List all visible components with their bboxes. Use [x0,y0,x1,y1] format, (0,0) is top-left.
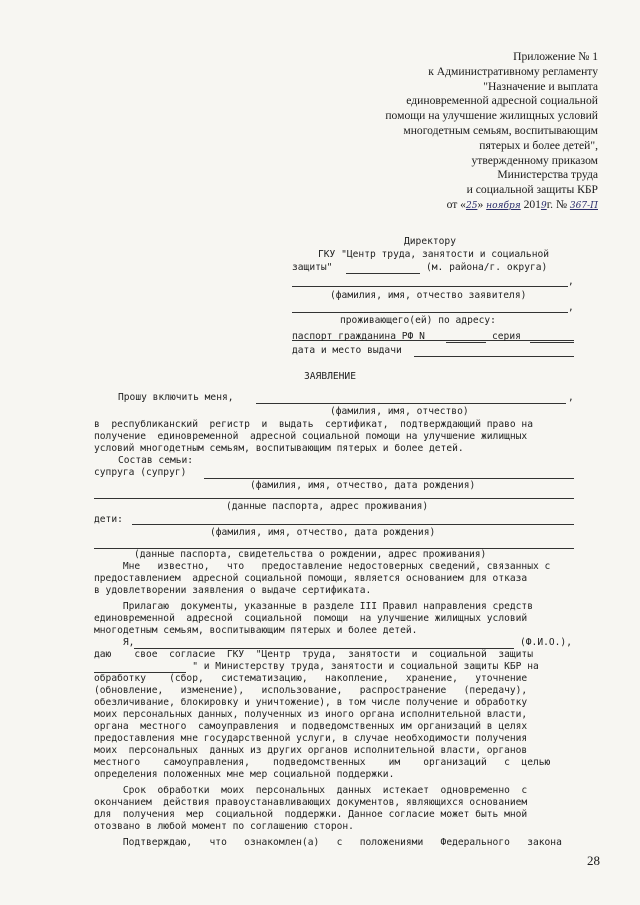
passport-series-field[interactable] [530,342,574,343]
order-date-line [258,198,598,214]
passport-label: паспорт гражданина РФ N [292,331,425,342]
para-line: (обновление, изменение), использование, распространение (передачу), [94,685,528,696]
para-line: определения положенных мне мер социальной поддержки. [94,769,395,780]
appendix-line: пятерых и более детей", [479,138,598,152]
comma: , [568,276,574,287]
consent-fio-label: (Ф.И.О.), [520,637,572,648]
appendix-line: утвержденному приказом [471,153,598,167]
request-name-field[interactable] [256,403,566,404]
para-line: местного самоуправления, подведомственных им организаций с целью [94,757,551,768]
para-line: даю свое согласие ГКУ "Центр труда, занятости и социальной защиты [94,649,533,660]
consent-ya: Я, [94,637,135,648]
year-suffix: г. № [546,197,570,211]
para-line: многодетным семьям, воспитывающим пятерых и более детей. [94,625,418,636]
handwritten-order-number: 367-П [569,200,598,211]
children-name-caption: (фамилия, имя, отчество, дата рождения) [210,527,436,538]
applicant-name-caption: (фамилия, имя, отчество заявителя) [330,290,527,301]
para-line: моих персональных данных из других органов исполнительной власти, органов [94,745,528,756]
para-line: единовременной адресной социальной помощи на улучшение жилищных условий [94,613,528,624]
appendix-line: Министерства труда [497,168,598,182]
para-line: обезличивание, блокировку и уничтожение), в том числе получение и обработку [94,697,528,708]
statement-title: ЗАЯВЛЕНИЕ [304,371,356,382]
request-name-caption: (фамилия, имя, отчество) [330,406,469,417]
spouse-passport-field[interactable] [94,498,574,499]
appendix-line: к Административному регламенту [428,64,598,78]
para-line: предоставлением адресной социальной помощи, является основанием для отказа [94,573,528,584]
spouse-name-caption: (фамилия, имя, отчество, дата рождения) [250,480,476,491]
children-label: дети: [94,514,123,525]
para-line: обработку (сбор, систематизацию, накопление, хранение, уточнение [94,673,528,684]
para-line: получение единовременной адресной социальной помощи на улучшение жилищных [94,431,528,442]
children-name-field[interactable] [132,524,574,525]
addressee-title: Директору [404,236,456,247]
para-line: Прилагаю документы, указанные в разделе III Правил направления средств [94,601,533,612]
para-line: органа местного самоуправления и подведомственных им организаций в целях [94,721,528,732]
para-line: для получения мер социальной поддержки. Данное согласие может быть мной [94,809,528,820]
para-line: отозвано в любой момент по соглашению сторон. [94,821,354,832]
date-mid: » [477,197,487,211]
para-line: предоставления мне государственной услуги, в случае необходимости получения [94,733,528,744]
applicant-name-field-2[interactable] [292,312,568,313]
addressee-line2: защиты" [292,262,333,273]
appendix-header [258,50,598,214]
appendix-line: и социальной защиты КБР [466,183,598,197]
series-label: серия [492,331,521,342]
para-line: в республиканский регистр и выдать сертификат, подтверждающий право на [94,419,533,430]
appendix-line: помощи на улучшение жилищных условий [385,109,598,123]
para-line: в удовлетворении заявления о выдаче сертификата. [94,585,372,596]
addressee-line1: ГКУ "Центр труда, занятости и социальной [318,249,550,260]
request-label: Прошу включить меня, [118,392,234,403]
issue-field[interactable] [414,356,574,357]
family-label: Состав семьи: [118,455,194,466]
passport-number-field[interactable] [446,342,486,343]
appendix-line: Приложение № 1 [513,50,598,63]
handwritten-day: 25 [465,200,478,211]
issue-label: дата и место выдачи [292,345,402,356]
appendix-line: единовременной адресной социальной [406,94,598,108]
handwritten-year-digit: 9 [540,200,547,211]
date-prefix: от « [446,197,466,211]
page-number: 28 [587,853,600,868]
children-docs-caption: (данные паспорта, свидетельства о рождении, адрес проживания) [134,549,487,560]
para-line: Подтверждаю, что ознакомлен(а) с положениями Федерального закона [94,837,562,848]
comma: , [568,392,574,403]
appendix-line: многодетным семьям, воспитывающим [403,123,598,137]
spouse-name-field[interactable] [204,478,574,479]
appendix-line: "Назначение и выплата [483,79,598,93]
spouse-passport-caption: (данные паспорта, адрес проживания) [226,501,429,512]
comma: , [568,302,574,313]
year-prefix: 201 [520,197,541,211]
applicant-name-field[interactable] [292,286,568,287]
district-caption: (м. района/г. округа) [426,262,548,273]
residing-label: проживающего(ей) по адресу: [340,315,496,326]
para-line: " и Министерству труда, занятости и социальной защиты КБР на [94,661,539,672]
para-line: условий многодетным семьям, воспитывающим пятерых и более детей. [94,443,464,454]
para-line: моих персональных данных, полученных из иного органа исполнительной власти, [94,709,528,720]
handwritten-month: ноября [486,200,521,211]
district-field[interactable] [346,273,420,274]
para-line: Срок обработки моих персональных данных истекает одновременно с [94,785,528,796]
spouse-label: супруга (супруг) [94,467,187,478]
para-line: Мне известно, что предоставление недостоверных сведений, связанных с [94,561,551,572]
para-line: окончанием действия правоустанавливающих документов, являющихся основанием [94,797,528,808]
